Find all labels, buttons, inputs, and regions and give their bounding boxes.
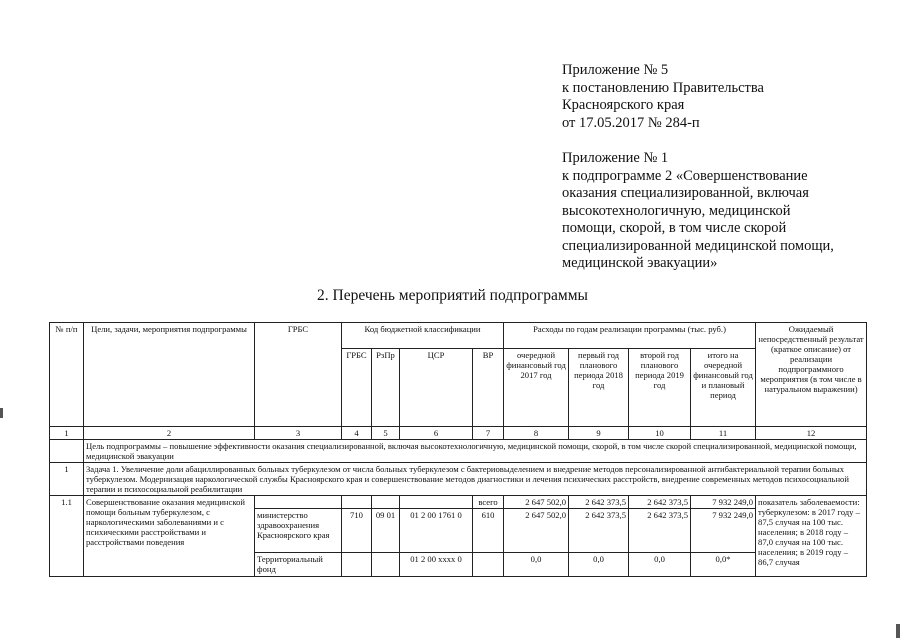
col-number: 10 xyxy=(629,427,691,440)
row-vr: всего xyxy=(473,496,504,509)
row-total: 0,0* xyxy=(691,553,756,577)
event-num: 1.1 xyxy=(50,496,84,577)
row-2017: 2 647 502,0 xyxy=(504,496,569,509)
annex-5-header xyxy=(562,62,764,132)
row-total: 7 932 249,0 xyxy=(691,496,756,509)
row-grbs xyxy=(342,553,372,577)
annex-5-line: к постановлению Правительства xyxy=(562,79,764,96)
annex-1-line: помощи, скорой, в том числе скорой xyxy=(562,220,787,236)
annex-1-line: медицинской эвакуации» xyxy=(562,255,718,271)
row-2019: 2 642 373,5 xyxy=(629,496,691,509)
subheader-rzpr: РзПр xyxy=(372,349,400,427)
annex-5-line: Красноярского края xyxy=(562,97,685,113)
row-grbs-name: Территориальный фонд xyxy=(255,553,342,577)
annex-5-line: Приложение № 5 xyxy=(562,62,669,78)
col-number: 9 xyxy=(569,427,629,440)
task-text: Задача 1. Увеличение доли абациллированных больных туберкулезом от числа больных туберкулезом с бактериовыделением и внедрение методов персонализированной антибактериальной терапии больных туберкулезом. Модернизация наркологической службы Красноярского края и совершенствование методов диагностики и лечения психических расстройств, внедрение современных методов психосоциальной терапии и психосоциальной реабилитации xyxy=(84,463,867,496)
goal-num-cell xyxy=(50,440,84,463)
row-2018: 2 642 373,5 xyxy=(569,509,629,553)
subheader-2017: очередной финансовый год 2017 год xyxy=(504,349,569,427)
subheader-2018: первый год планового периода 2018 год xyxy=(569,349,629,427)
col-number: 11 xyxy=(691,427,756,440)
row-2019: 2 642 373,5 xyxy=(629,509,691,553)
task-row xyxy=(50,463,867,496)
task-num: 1 xyxy=(50,463,84,496)
goal-text: Цель подпрограммы – повышение эффективности оказания специализированной, включая высокотехнологичную, медицинской помощи, скорой, в том числе скорой специализированной, медицинской помощи, медицинской эвакуации xyxy=(84,440,867,463)
row-grbs-name: министерство здравоохранения Красноярского края xyxy=(255,509,342,553)
col-number: 8 xyxy=(504,427,569,440)
section-title: 2. Перечень мероприятий подпрограммы xyxy=(317,287,588,304)
annex-1-header xyxy=(562,150,834,273)
annex-1-line: специализированной медицинской помощи, xyxy=(562,237,834,254)
goal-row xyxy=(50,440,867,463)
row-2017: 2 647 502,0 xyxy=(504,509,569,553)
row-rzpr xyxy=(372,496,400,509)
row-rzpr xyxy=(372,553,400,577)
row-csr: 01 2 00 xxxx 0 xyxy=(400,553,473,577)
header-row xyxy=(50,323,867,349)
subheader-2019: второй год планового периода 2019 год xyxy=(629,349,691,427)
col-number: 4 xyxy=(342,427,372,440)
annex-1-line: оказания специализированной, включая xyxy=(562,185,809,201)
col-number: 2 xyxy=(84,427,255,440)
col-number: 1 xyxy=(50,427,84,440)
header-num: № п/п xyxy=(50,323,84,427)
annex-1-line: высокотехнологичную, медицинской xyxy=(562,202,791,219)
row-grbs xyxy=(342,496,372,509)
events-table xyxy=(49,322,867,577)
event-name: Совершенствование оказания медицинской помощи больным туберкулезом, с наркологическими заболеваниями и с психическими расстройствами и расстройствами поведения xyxy=(84,496,255,577)
event-row-total xyxy=(50,496,867,509)
row-grbs-name xyxy=(255,496,342,509)
header-grbs: ГРБС xyxy=(255,323,342,427)
row-2018: 2 642 373,5 xyxy=(569,496,629,509)
row-2019: 0,0 xyxy=(629,553,691,577)
header-budget-code: Код бюджетной классификации xyxy=(342,323,504,349)
column-numbers-row xyxy=(50,427,867,440)
annex-1-line: Приложение № 1 xyxy=(562,150,669,166)
col-number: 12 xyxy=(756,427,867,440)
row-2017: 0,0 xyxy=(504,553,569,577)
row-grbs: 710 xyxy=(342,509,372,553)
header-result: Ожидаемый непосредственный результат (краткое описание) от реализации подпрограммного мероприятия (в том числе в натуральном выражении) xyxy=(756,323,867,427)
subheader-csr: ЦСР xyxy=(400,349,473,427)
subheader-grbs: ГРБС xyxy=(342,349,372,427)
row-csr: 01 2 00 1761 0 xyxy=(400,509,473,553)
row-vr xyxy=(473,553,504,577)
col-number: 6 xyxy=(400,427,473,440)
header-goals: Цели, задачи, мероприятия подпрограммы xyxy=(84,323,255,427)
row-csr xyxy=(400,496,473,509)
col-number: 7 xyxy=(473,427,504,440)
row-rzpr: 09 01 xyxy=(372,509,400,553)
row-total: 7 932 249,0 xyxy=(691,509,756,553)
col-number: 5 xyxy=(372,427,400,440)
header-expenses: Расходы по годам реализации программы (тыс. руб.) xyxy=(504,323,756,349)
annex-5-line: от 17.05.2017 № 284-п xyxy=(562,114,700,131)
subheader-vr: ВР xyxy=(473,349,504,427)
event-result: показатель заболеваемости: туберкулезом: в 2017 году – 87,5 случая на 100 тыс. населения; в 2018 году – 87,0 случая на 100 тыс. населения; в 2019 году – 86,7 случая xyxy=(756,496,867,577)
subheader-total: итого на очередной финансовый год и плановый период xyxy=(691,349,756,427)
col-number: 3 xyxy=(255,427,342,440)
scan-artifact xyxy=(0,408,3,418)
scan-artifact xyxy=(896,624,900,638)
row-2018: 0,0 xyxy=(569,553,629,577)
row-vr: 610 xyxy=(473,509,504,553)
annex-1-line: к подпрограмме 2 «Совершенствование xyxy=(562,167,808,184)
